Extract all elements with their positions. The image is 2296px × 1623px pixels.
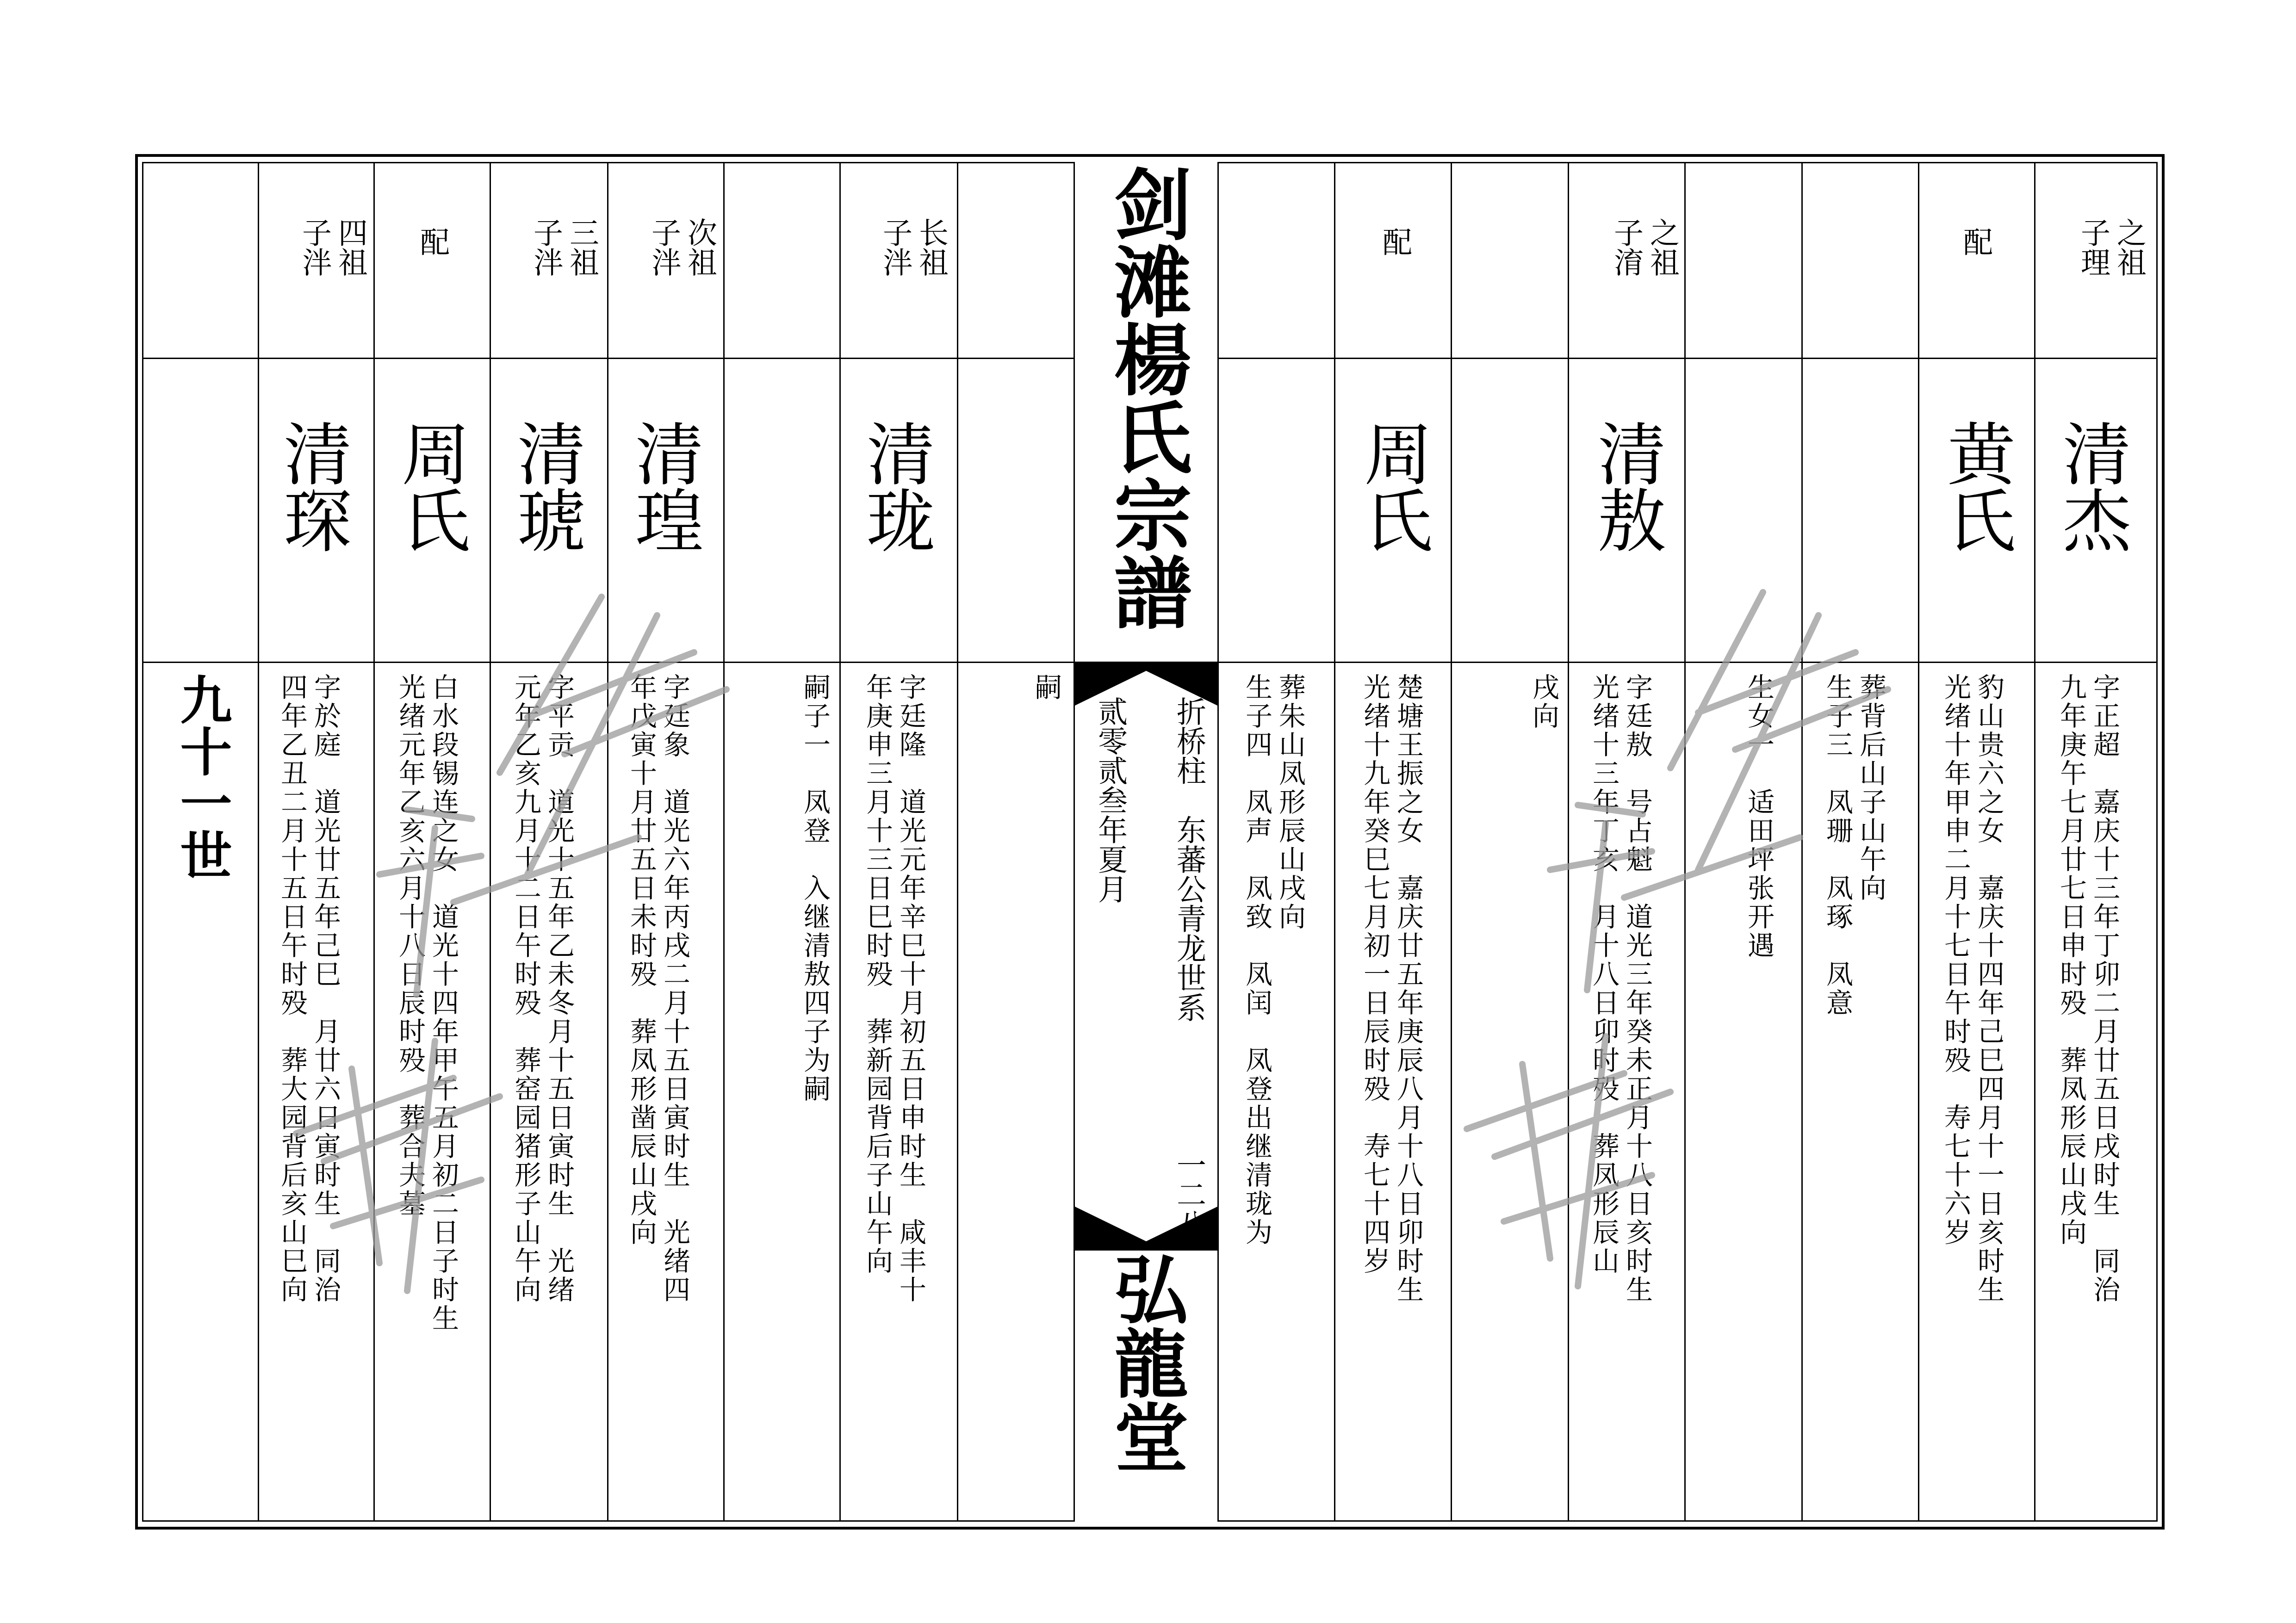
person-name-qinglong: 清珑: [856, 419, 935, 552]
bio-zhou-1-cont: 葬朱山凤形辰山戌向 生子四 凤声 凤致 凤闰 凤登出继清珑为: [1241, 673, 1306, 1247]
relation-label-qingjie: 之祖 子理: [2076, 217, 2146, 277]
person-name-zhou-2: 周氏: [391, 419, 470, 552]
person-name-qinghu: 清琥: [506, 419, 586, 552]
bio-qingao: 字廷敖 号占魁 道光三年癸未正月十八日亥时生 光绪十三年丁亥 月十八日卯时殁 葬凤形辰山: [1588, 673, 1653, 1304]
bio-qinghuang: 字廷象 道光六年丙戌二月十五日寅时生 光绪四 年戊寅十月廿五日未时殁 葬凤形凿辰山戌向: [626, 673, 690, 1304]
relation-label-zhou-2: 配: [415, 227, 449, 256]
print-date: 贰零贰叁年夏月: [1093, 696, 1127, 904]
relation-label-qinghuang: 次祖 子泮: [646, 217, 717, 277]
bio-daughter: 生女一 适田坪张开遇: [1743, 673, 1775, 960]
bio-qinglong: 字廷隆 道光元年辛巳十月初五日申时生 咸丰十 年庚申三月十三日巳时殁 葬新园背后子山午向: [862, 673, 926, 1304]
page-number: 一二八: [1172, 1150, 1206, 1239]
book-title: 剑滩楊氏宗譜: [1101, 164, 1193, 631]
person-name-huang: 黄氏: [1936, 419, 2016, 552]
relation-label-zhou-1: 配: [1378, 227, 1412, 256]
bio-huang: 豹山贵六之女 嘉庆十四年己巳四月十一日亥时生 光绪十年甲申二月十七日午时殁 寿七十六岁: [1940, 673, 2004, 1304]
bio-zhou-2: 白水段锡连之女 道光十四年甲午五月初二日子时生 光绪元年乙亥六月十八日辰时殁 葬合夫墓: [394, 673, 459, 1333]
bio-qinghu: 字平贡 道光十五年乙未冬月十五日寅时生 光绪 元年乙亥九月十二日午时殁 葬窑园猪形子山午向: [510, 673, 575, 1304]
person-name-qingao: 清敖: [1587, 419, 1666, 552]
relation-label-qinghu: 三祖 子泮: [528, 217, 599, 277]
branch-line: 折桥柱 东蕃公青龙世系: [1172, 696, 1206, 1022]
bio-qingao-cont: 戌向: [1528, 673, 1559, 731]
relation-label-qinglong: 长祖 子泮: [878, 217, 948, 277]
relation-label-qingao: 之祖 子淯: [1609, 217, 1679, 277]
bio-heir: 嗣子一 凤登 入继清敖四子为嗣: [799, 673, 831, 1103]
person-name-qinghuang: 清瑝: [624, 419, 704, 552]
bio-adopted-note: 嗣: [1030, 673, 1062, 702]
person-name-zhou-1: 周氏: [1353, 419, 1433, 552]
person-name-qingchen: 清琛: [273, 419, 352, 552]
person-name-qingjie: 清杰: [2052, 419, 2131, 552]
relation-label-huang: 配: [1958, 227, 1992, 256]
bio-qingchen: 字於庭 道光廿五年己巳 月廿六日寅时生 同治 四年乙丑二月十五日午时殁 葬大园背后亥山巳向: [276, 673, 341, 1304]
bio-burial-sons: 葬背后山子山午向 生子三 凤珊 凤琢 凤意: [1822, 673, 1886, 1017]
bio-qingjie: 字正超 嘉庆十三年丁卯二月廿五日戌时生 同治 九年庚午七月廿七日申时殁 葬凤形辰山戌向: [2055, 673, 2120, 1304]
bio-zhou-1: 楚塘王振之女 嘉庆廿五年庚辰八月十八日卯时生 光绪十九年癸巳七月初一日辰时殁 寿七十四岁: [1359, 673, 1424, 1304]
hall-name: 弘龍堂: [1102, 1251, 1189, 1474]
relation-label-qingchen: 四祖 子泮: [297, 217, 367, 277]
generation-label: 九十一世: [172, 673, 232, 880]
